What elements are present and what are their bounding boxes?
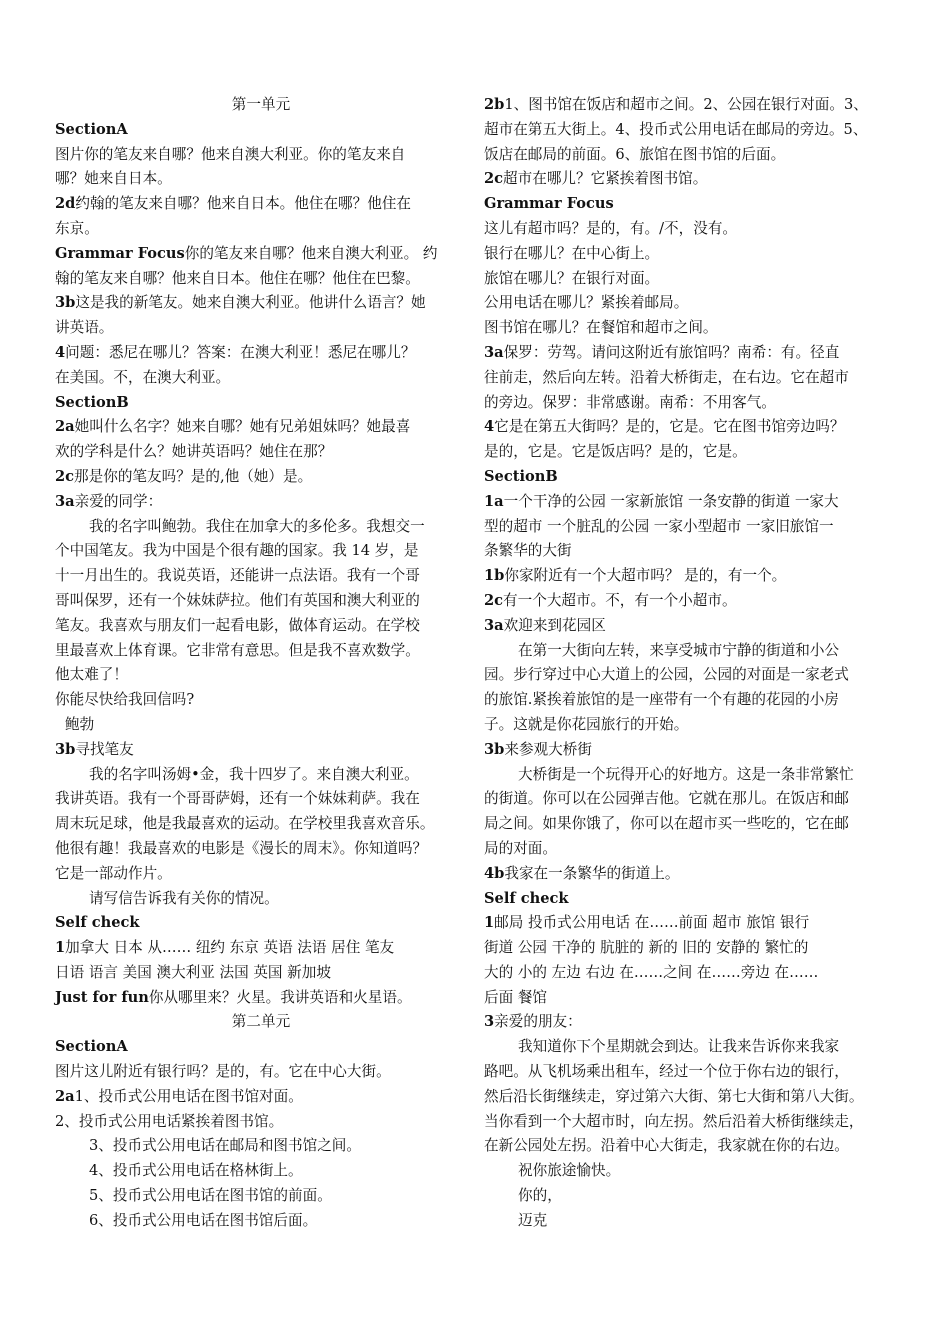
text-line	[484, 490, 896, 515]
text-line	[484, 192, 896, 217]
text-line	[55, 415, 467, 440]
section-label: 4	[484, 418, 495, 436]
line-text: 然后沿长街继续走，穿过第六大街、第七大街和第八大街。	[484, 1087, 864, 1105]
text-line	[484, 812, 896, 837]
text-line	[55, 1209, 467, 1234]
line-text: 这儿有超市吗？是的，有。/不，没有。	[484, 219, 738, 237]
section-label: 3b	[484, 740, 505, 758]
text-line	[484, 465, 896, 490]
section-label: SectionA	[55, 1038, 128, 1056]
text-line	[484, 515, 896, 540]
line-text: 第一单元	[231, 96, 291, 113]
line-text: 的街道。你可以在公园弹吉他。它就在那儿。在饭店和邮	[484, 790, 849, 808]
section-label: 4b	[484, 864, 505, 882]
line-text: 局之间。如果你饿了，你可以在超市买一些吃的，它在邮	[484, 815, 849, 833]
text-line	[55, 118, 467, 143]
text-line	[484, 242, 896, 267]
section-label: 4	[55, 343, 66, 361]
section-label: SectionA	[55, 120, 128, 138]
section-label: Self check	[55, 914, 140, 932]
line-text: 超市在第五大街上。4、投币式公用电话在邮局的旁边。5、	[484, 120, 868, 138]
text-line	[55, 1134, 467, 1159]
text-line	[484, 267, 896, 292]
line-text: 的旁边。保罗：非常感谢。南希：不用客气。	[484, 393, 776, 411]
right-column	[484, 93, 896, 1234]
section-label: 3	[484, 1013, 495, 1031]
text-line	[55, 341, 467, 366]
section-label: 1	[55, 939, 66, 957]
line-text: 笔友。我喜欢与朋友们一起看电影，做体育运动。在学校	[55, 616, 420, 634]
section-label: 1b	[484, 567, 505, 585]
line-text: 路吧。从飞机场乘出租车，经过一个位于你右边的银行，	[484, 1063, 849, 1081]
line-text: 你从哪里来？火星。我讲英语和火星语。	[148, 988, 412, 1006]
line-text: 图片你的笔友来自哪？他来自澳大利亚。你的笔友来自	[55, 145, 406, 163]
line-text: 你家附近有一个大超市吗？ 是的，有一个。	[504, 567, 787, 585]
text-line	[484, 1010, 896, 1035]
line-text: 你能尽快给我回信吗?	[55, 691, 195, 709]
text-line	[484, 738, 896, 763]
text-line	[55, 539, 467, 564]
text-line	[55, 192, 467, 217]
section-label: Just for fun	[55, 988, 149, 1006]
text-line	[55, 986, 467, 1011]
text-line	[484, 663, 896, 688]
text-line	[484, 1110, 896, 1135]
section-label: 1a	[484, 492, 504, 510]
section-label: 2d	[55, 195, 76, 213]
line-text: 我知道你下个星期就会到达。让我来告诉你来我家	[518, 1038, 840, 1056]
line-text: 东京。	[55, 219, 99, 237]
section-label: 3b	[55, 740, 76, 758]
text-line	[55, 639, 467, 664]
line-text: 周末玩足球，他是我最喜欢的运动。在学校里我喜欢音乐。	[55, 815, 435, 833]
text-line	[55, 713, 467, 738]
line-text: 个中国笔友。我为中国是个很有趣的国家。我 14 岁，是	[55, 542, 419, 560]
text-line	[484, 614, 896, 639]
section-label: 3a	[55, 492, 75, 510]
text-line	[55, 1159, 467, 1184]
text-line	[484, 440, 896, 465]
text-line	[484, 936, 896, 961]
line-text: 迈克	[518, 1211, 548, 1229]
line-text: 是的，它是。它是饭店吗？是的，它是。	[484, 443, 747, 461]
line-text: 欢迎来到花园区	[503, 616, 606, 634]
section-label: Self check	[484, 889, 569, 907]
section-label: 3a	[484, 616, 504, 634]
line-text: 饭店在邮局的前面。6、旅馆在图书馆的后面。	[484, 145, 786, 163]
line-text: 1、图书馆在饭店和超市之间。2、公园在银行对面。3、	[504, 96, 868, 113]
text-line	[55, 167, 467, 192]
line-text: 6、投币式公用电话在图书馆后面。	[89, 1211, 318, 1229]
text-line	[55, 688, 467, 713]
text-line	[484, 1159, 896, 1184]
text-line	[55, 217, 467, 242]
section-label: SectionB	[484, 467, 558, 485]
text-line	[55, 763, 467, 788]
text-line	[484, 217, 896, 242]
line-text: 旅馆在哪儿？在银行对面。	[484, 269, 660, 287]
line-text: 里最喜欢上体育课。它非常有意思。但是我不喜欢数学。	[55, 641, 420, 659]
text-line	[484, 366, 896, 391]
text-line	[55, 787, 467, 812]
section-label: 2b	[484, 96, 505, 113]
line-text: 邮局 投币式公用电话 在……前面 超市 旅馆 银行	[494, 914, 810, 932]
left-column	[55, 93, 467, 1234]
text-line	[55, 391, 467, 416]
text-line	[55, 366, 467, 391]
text-line	[55, 1060, 467, 1085]
text-line	[484, 291, 896, 316]
text-line	[55, 267, 467, 292]
line-text: 请写信告诉我有关你的情况。	[89, 889, 279, 907]
line-text: 超市在哪儿？它紧挨着图书馆。	[503, 170, 708, 188]
line-text: 街道 公园 干净的 肮脏的 新的 旧的 安静的 繁忙的	[484, 939, 809, 957]
text-line	[55, 1184, 467, 1209]
line-text: 日语 语言 美国 澳大利亚 法国 英国 新加坡	[55, 963, 331, 981]
line-text: 这是我的新笔友。她来自澳大利亚。他讲什么语言？她	[75, 294, 426, 312]
section-label: SectionB	[55, 393, 129, 411]
line-text: 公用电话在哪儿？紧挨着邮局。	[484, 294, 689, 312]
section-label: 2a	[55, 418, 75, 436]
text-line	[55, 961, 467, 986]
text-line	[484, 986, 896, 1011]
line-text: 我的名字叫汤姆•金，我十四岁了。来自澳大利亚。	[89, 765, 419, 783]
text-line	[55, 738, 467, 763]
text-line	[484, 341, 896, 366]
line-text: 银行在哪儿？在中心街上。	[484, 244, 660, 262]
line-text: 你的，	[518, 1187, 562, 1205]
line-text: 约翰的笔友来自哪？他来自日本。他住在哪？他住在	[75, 195, 412, 213]
section-label: Grammar Focus	[55, 244, 185, 262]
text-line	[484, 391, 896, 416]
text-line	[484, 688, 896, 713]
line-text: 在第一大街向左转，来享受城市宁静的街道和小公	[518, 641, 840, 659]
text-line	[55, 1035, 467, 1060]
text-line	[55, 1085, 467, 1110]
line-text: 我的名字叫鲍勃。我住在加拿大的多伦多。我想交一	[89, 517, 425, 535]
text-line	[55, 837, 467, 862]
text-line	[55, 663, 467, 688]
text-line	[484, 539, 896, 564]
line-text: 亲爱的同学：	[74, 492, 163, 510]
text-line	[484, 93, 896, 118]
text-line	[55, 911, 467, 936]
line-text: 子。这就是你花园旅行的开始。	[484, 715, 689, 733]
text-line	[55, 515, 467, 540]
text-line	[484, 787, 896, 812]
line-text: 来参观大桥街	[504, 740, 592, 758]
line-text: 我家在一条繁华的街道上。	[504, 864, 680, 882]
line-text: 我讲英语。我有一个哥哥萨姆，还有一个妹妹莉萨。我在	[55, 790, 420, 808]
line-text: 5、投币式公用电话在图书馆的前面。	[89, 1187, 332, 1205]
line-text: 一个干净的公园 一家新旅馆 一条安静的街道 一家大	[503, 492, 839, 510]
text-line	[55, 465, 467, 490]
line-text: 图片这儿附近有银行吗？是的，有。它在中心大街。	[55, 1063, 391, 1081]
line-text: 的旅馆.紧挨着旅馆的是一座带有一个有趣的花园的小房	[484, 691, 839, 709]
text-line	[55, 291, 467, 316]
line-text: 型的超市 一个脏乱的公园 一家小型超市 一家旧旅馆一	[484, 517, 834, 535]
section-label: 2a	[55, 1087, 75, 1105]
section-label: 3b	[55, 294, 76, 312]
line-text: 哪？她来自日本。	[55, 170, 172, 188]
text-line	[55, 1110, 467, 1135]
line-text: 你的笔友来自哪？他来自澳大利亚。 约	[184, 244, 438, 262]
line-text: 有一个大超市。不，有一个小超市。	[503, 591, 737, 609]
text-line	[484, 316, 896, 341]
line-text: 十一月出生的。我说英语，还能讲一点法语。我有一个哥	[55, 567, 420, 585]
line-text: 第二单元	[231, 1013, 291, 1031]
line-text: 园。步行穿过中心大道上的公园，公园的对面是一家老式	[484, 666, 849, 684]
text-line	[484, 639, 896, 664]
line-text: 在新公园处左拐。沿着中心大街走，我家就在你的右边。	[484, 1137, 849, 1155]
text-line	[55, 812, 467, 837]
text-line	[484, 1060, 896, 1085]
text-line	[55, 93, 467, 118]
text-line	[484, 837, 896, 862]
line-text: 当你看到一个大超市时，向左拐。然后沿着大桥街继续走，	[484, 1112, 864, 1130]
line-text: 他很有趣！我最喜欢的电影是《漫长的周末》。你知道吗？	[55, 839, 428, 857]
text-line	[484, 763, 896, 788]
text-line	[55, 936, 467, 961]
text-line	[484, 143, 896, 168]
line-text: 图书馆在哪儿？在餐馆和超市之间。	[484, 319, 718, 337]
text-line	[55, 1010, 467, 1035]
line-text: 1、投币式公用电话在图书馆对面。	[74, 1087, 303, 1105]
text-line	[484, 118, 896, 143]
line-text: 他太难了！	[55, 666, 128, 684]
line-text: 往前走，然后向左转。沿着大桥街走，在右边。它在超市	[484, 368, 849, 386]
text-line	[55, 143, 467, 168]
line-text: 条繁华的大街	[484, 542, 572, 560]
text-line	[484, 564, 896, 589]
text-line	[55, 440, 467, 465]
line-text: 问题：悉尼在哪儿？答案：在澳大利亚！悉尼在哪儿？	[65, 343, 416, 361]
text-line	[55, 589, 467, 614]
text-line	[484, 862, 896, 887]
line-text: 加拿大 日本 从…… 纽约 东京 英语 法语 居住 笔友	[65, 939, 395, 957]
text-line	[484, 415, 896, 440]
section-label: 3a	[484, 343, 504, 361]
text-line	[484, 167, 896, 192]
text-line	[55, 242, 467, 267]
text-line	[55, 614, 467, 639]
line-text: 大的 小的 左边 右边 在……之间 在……旁边 在……	[484, 963, 819, 981]
text-line	[55, 490, 467, 515]
line-text: 局的对面。	[484, 839, 557, 857]
text-line	[55, 564, 467, 589]
line-text: 大桥街是一个玩得开心的好地方。这是一条非常繁忙	[518, 765, 854, 783]
line-text: 后面 餐馆	[484, 988, 548, 1006]
line-text: 亲爱的朋友：	[494, 1013, 582, 1031]
line-text: 在美国。不，在澳大利亚。	[55, 368, 231, 386]
line-text: 它是一部动作片。	[55, 864, 172, 882]
line-text: 讲英语。	[55, 319, 114, 337]
line-text: 鲍勃	[65, 715, 95, 733]
line-text: 寻找笔友	[75, 740, 134, 758]
section-label: 2c	[484, 170, 504, 188]
line-text: 欢的学科是什么？她讲英语吗？她住在那？	[55, 443, 333, 461]
text-line	[55, 862, 467, 887]
line-text: 翰的笔友来自哪？他来自日本。他住在哪？他住在巴黎。	[55, 269, 420, 287]
section-label: 2c	[55, 467, 75, 485]
section-label: 1	[484, 914, 495, 932]
text-line	[55, 887, 467, 912]
line-text: 保罗：劳驾。请问这附近有旅馆吗？南希：有。径直	[503, 343, 840, 361]
text-line	[484, 887, 896, 912]
text-line	[484, 1184, 896, 1209]
line-text: 她叫什么名字？她来自哪？她有兄弟姐妹吗？她最喜	[74, 418, 411, 436]
text-line	[484, 589, 896, 614]
text-line	[484, 1035, 896, 1060]
line-text: 4、投币式公用电话在格林街上。	[89, 1162, 303, 1180]
text-line	[484, 911, 896, 936]
text-line	[484, 1209, 896, 1234]
text-line	[484, 961, 896, 986]
section-label: Grammar Focus	[484, 195, 614, 213]
section-label: 2c	[484, 591, 504, 609]
text-line	[484, 713, 896, 738]
text-line	[484, 1085, 896, 1110]
line-text: 哥叫保罗，还有一个妹妹萨拉。他们有英国和澳大利亚的	[55, 591, 420, 609]
text-line	[484, 1134, 896, 1159]
line-text: 祝你旅途愉快。	[518, 1162, 621, 1180]
line-text: 那是你的笔友吗？是的,他（她）是。	[74, 467, 313, 485]
text-line	[55, 316, 467, 341]
line-text: 它是在第五大街吗？是的，它是。它在图书馆旁边吗？	[494, 418, 845, 436]
line-text: 2、投币式公用电话紧挨着图书馆。	[55, 1112, 284, 1130]
line-text: 3、投币式公用电话在邮局和图书馆之间。	[89, 1137, 361, 1155]
